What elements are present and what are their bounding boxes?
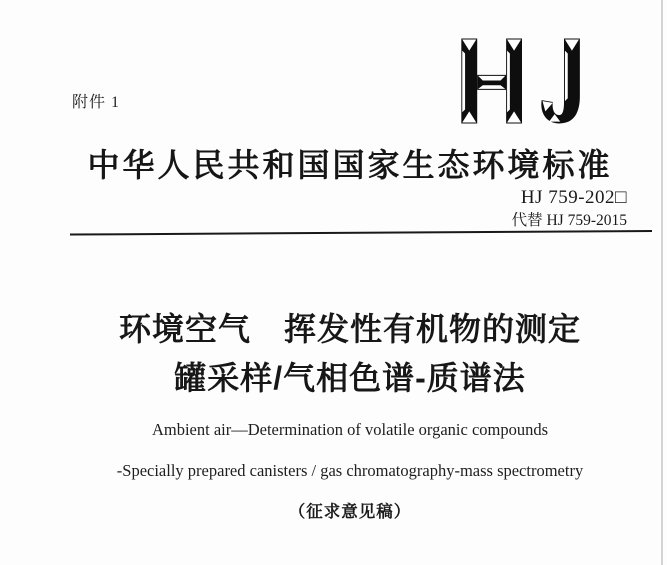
standard-number: HJ 759-202□ bbox=[520, 187, 627, 208]
draft-note: （征求意见稿） bbox=[288, 503, 412, 521]
title-en-line2: -Specially prepared canisters / gas chromatography-mass spectrometry bbox=[116, 461, 584, 480]
title-cn-line2: 罐采样/气相色谱-质谱法 bbox=[174, 360, 526, 396]
title-en-line1: Ambient air—Determination of volatile organic compounds bbox=[151, 420, 549, 439]
title-cn-line1: 环境空气 挥发性有机物的测定 bbox=[118, 311, 581, 347]
standard-number-block bbox=[350, 186, 627, 231]
scan-edge-line bbox=[661, 0, 663, 565]
replaces-note: 代替 HJ 759-2015 bbox=[511, 212, 627, 229]
hj-emblem-icon bbox=[452, 36, 592, 126]
header-rule bbox=[70, 230, 652, 236]
attachment-label: 附件 1 bbox=[72, 94, 121, 111]
title-chinese bbox=[0, 305, 667, 403]
standard-heading: 中华人民共和国国家生态环境标准 bbox=[87, 147, 613, 183]
